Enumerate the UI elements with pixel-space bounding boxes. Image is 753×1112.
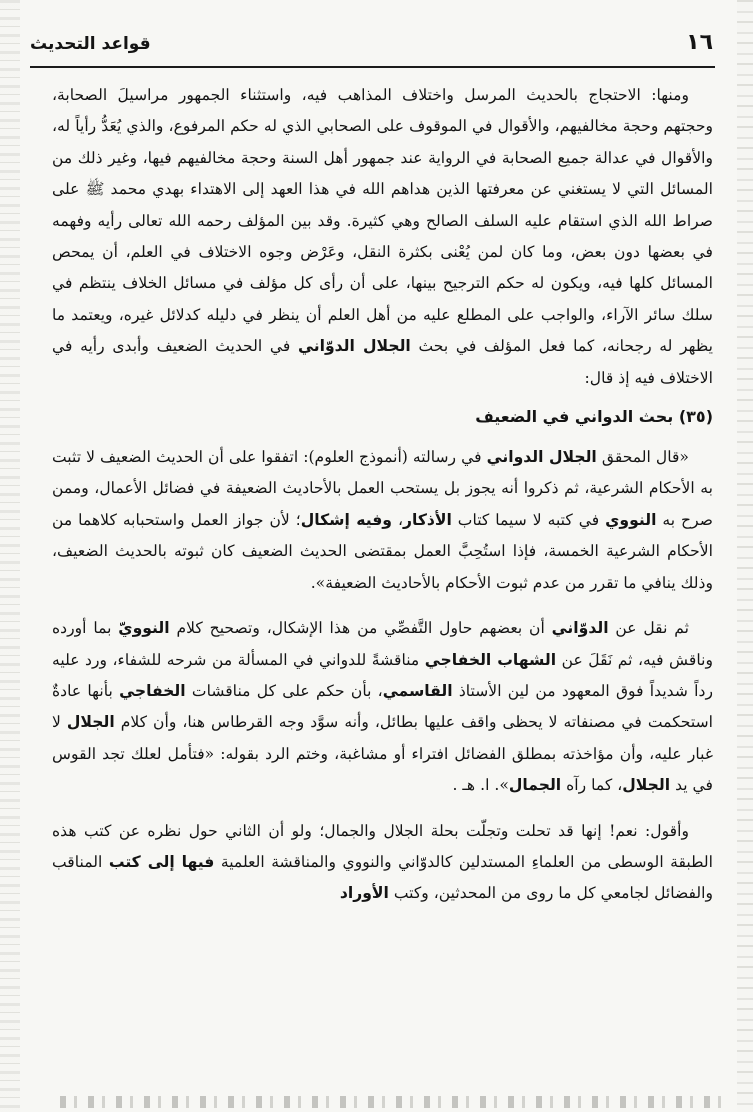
- bold-term: الشهاب الخفاجي: [424, 650, 557, 669]
- bold-term: الأوراد: [339, 884, 389, 903]
- bold-term: القاسمي: [382, 681, 453, 700]
- bold-term: الخفاجي: [119, 681, 186, 700]
- paragraph-3-text: بأنها عادةٌ استحكمت في مصنفاته لا يحظى واقف عليها بطائل، وأنه سوَّد وجه القرطاس هنا، وأن كلام: [52, 681, 713, 732]
- paragraph-2-text: في كتبه لا سيما كتاب: [457, 510, 600, 529]
- paragraph-3-text: أن بعضهم حاول التَّفصِّي من هذا الإشكال، وتصحيح كلام: [176, 619, 545, 638]
- bold-term: الجلال: [66, 713, 115, 732]
- paragraph-4: [52, 816, 713, 910]
- paragraph-3-text: ، كما رآه: [566, 776, 623, 795]
- paragraph-3-text: ثم نقل عن: [615, 619, 689, 638]
- paragraph-2: [52, 442, 713, 599]
- paragraph-4-text: المناقب والفضائل لجامعي كل ما روى من المحدثين، وكتب: [52, 852, 713, 903]
- paragraph-2-text: ؛ لأن جواز العمل واستحبابه كلاهما من الأحكام الشرعية الخمسة، فإذا استُحِبَّ العمل بمقتضى الحديث الضعيف كان ثبوته بالحديث الضعيف، وذلك ينافي ما تقرر من عدم ثبوت الأحكام بالأحاديث الضعيفة».: [52, 510, 713, 592]
- paragraph-3-text: لا غبار عليه، وأن مؤاخذته بمطلق الفضائل افتراء أو مشاغبة، وختم الرد بقوله: «فتأمل لعلك تجد القوس في يد: [52, 713, 713, 795]
- paragraph-1-text: ومنها: الاحتجاج بالحديث المرسل واختلاف المذاهب فيه، واستثناء الجمهور مراسيلَ الصحابة، وحجتهم وحجة مخالفيهم، والأقوال في الموقوف على الصحابي الذي له حكم المرفوع، والذي يُعَدُّ رأياً له، والأقوال في عدالة جميع الصحابة في الرواية عند جمهور أهل السنة وحجة مخالفيهم فيها، وغير ذلك من المسائل التي لا يستغني عن معرفتها الذين هداهم الله في هذا العهد إلى الاهتداء بهدي محمد ﷺ على صراط الله الذي استقام عليه السلف الصالح وهي كثيرة. وقد بين المؤلف رحمه الله تعالى رأيه وفهمه في بعضها دون بعض، وما كان لمن يُعْنى بكثرة النقل، وعَرْض وجوه الاختلاف في العلم، أن يمحص المسائل كلها فيه، ويكون له حكم الترجيح بينها، على أن رأى كل مؤلف في مسائل الخلاف ينتظم في سلك سائر الآراء، والواجب على المطلع عليه من أهل العلم أن ينظر في دليله كدلائل غيره، ويعتمد ما يظهر له رجحانه، كما فعل المؤلف في بحث: [52, 86, 713, 356]
- scan-edge-bottom: [60, 1096, 723, 1108]
- paragraph-3-text: بما أورده وناقش فيه، ثم نَقَلَ عن: [52, 619, 713, 669]
- header-rule: [30, 66, 715, 68]
- paragraph-1: [52, 80, 713, 394]
- scan-edge-right: [737, 0, 753, 1112]
- paragraph-gap: [52, 802, 713, 816]
- paragraph-1-text: في الحديث الضعيف وأبدى رأيه في الاختلاف فيه إذ قال:: [52, 337, 713, 387]
- scan-edge-left: [0, 0, 20, 1112]
- paragraph-2-text: ،: [397, 510, 403, 529]
- paragraph-3: [52, 613, 713, 801]
- page-header: [30, 28, 713, 66]
- bold-term: فيها إلى كتب: [108, 852, 215, 871]
- bold-term: الدوّاني: [551, 619, 609, 638]
- bold-term: النووي: [605, 510, 657, 529]
- paragraph-3-text: ، بأن حكم على كل مناقشات: [191, 681, 383, 700]
- bold-term: وفيه إشكال: [300, 510, 392, 529]
- bold-term: النوويّ: [118, 619, 170, 638]
- page-body: [52, 80, 713, 910]
- paragraph-2-text: في رسالته (أنموذج العلوم): اتفقوا على أن الحديث الضعيف لا تثبت به الأحكام الشرعية، ثم ذكروا أنه يجوز بل يستحب العمل بالأحاديث الضعيفة في فضائل الأعمال، وممن صرح به: [52, 448, 713, 529]
- paragraph-4-text: وأقول: نعم! إنها قد تحلت وتجلّت بحلة الجلال والجمال؛ ولو أن الثاني حول نظره عن كتب هذه الطبقة الوسطى من العلماءِ المستدلين كالدوّاني والنووي والمناقشة العلمية: [52, 821, 713, 871]
- page-number: ١٦: [686, 30, 713, 55]
- paragraph-3-text: ». ا. هـ .: [452, 776, 509, 795]
- bold-term: الجمال: [508, 776, 562, 795]
- bold-term: الجلال: [622, 776, 671, 795]
- bold-term: الجلال الدوّاني: [297, 337, 411, 356]
- paragraph-2-text: «قال المحقق: [601, 448, 689, 467]
- section-heading: (٣٥) بحث الدواني في الضعيف: [475, 407, 713, 427]
- paragraph-gap: [52, 599, 713, 613]
- bold-term: الأذكار: [402, 510, 452, 529]
- bold-term: الجلال الدواني: [486, 448, 597, 467]
- running-title: قواعد التحديث: [30, 34, 151, 54]
- paragraph-3-text: مناقشةً للدواني في المسألة من شرحه للشفاء، ورد عليه رداً شديداً فوق المعهود من لين الأستاذ: [52, 650, 713, 700]
